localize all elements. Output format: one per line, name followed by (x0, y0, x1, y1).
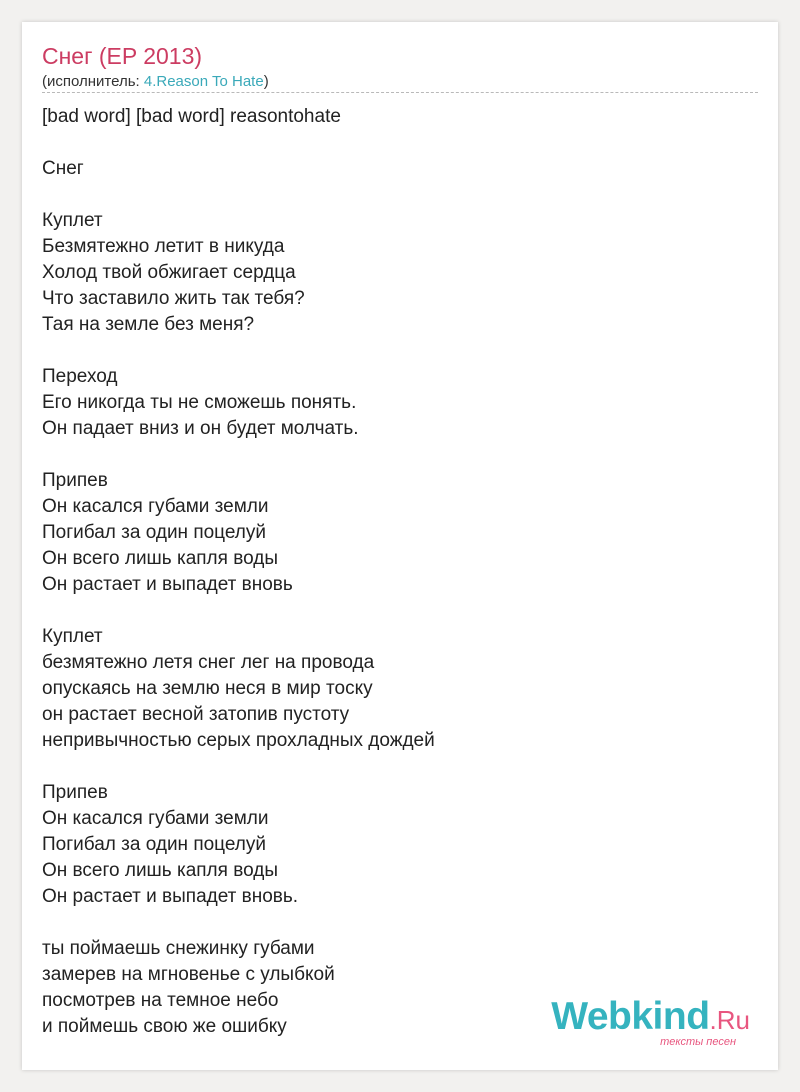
lyric-line: Припев (42, 470, 108, 491)
lyric-line: Куплет (42, 210, 103, 231)
lyric-line: Погибал за один поцелуй (42, 522, 266, 543)
lyric-line: Безмятежно летит в никуда (42, 236, 285, 257)
lyric-line: безмятежно летя снег лег на провода (42, 652, 375, 673)
logo-main-text: Webkind (551, 995, 710, 1038)
blank-line (42, 754, 742, 780)
lyric-line: Что заставило жить так тебя? (42, 288, 305, 309)
logo-suffix-text: .Ru (709, 1005, 750, 1035)
lyric-line: ты поймаешь снежинку губами (42, 938, 315, 959)
logo-tagline: тексты песен (660, 1036, 736, 1048)
lyric-line: и поймешь свою же ошибку (42, 1016, 287, 1037)
blank-line (42, 598, 742, 624)
lyric-line: Куплет (42, 626, 103, 647)
lyric-line: Он всего лишь капля воды (42, 860, 278, 881)
lyric-line: Его никогда ты не сможешь понять. (42, 392, 357, 413)
lyric-line: Он падает вниз и он будет молчать. (42, 418, 359, 439)
lyric-line: посмотрев на темное небо (42, 990, 279, 1011)
header-divider (42, 92, 758, 93)
lyric-line: Он растает и выпадет вновь (42, 574, 293, 595)
lyrics-body (42, 104, 742, 1040)
lyric-line: замерев на мгновенье с улыбкой (42, 964, 335, 985)
lyric-line: Он касался губами земли (42, 496, 269, 517)
page-title: Снег (EP 2013) (42, 43, 203, 69)
blank-line (42, 442, 742, 468)
lyric-line: Он всего лишь капля воды (42, 548, 278, 569)
logo-wordmark (551, 997, 750, 1040)
artist-line (42, 73, 269, 91)
lyric-line: Припев (42, 782, 108, 803)
lyric-line: Холод твой обжигает сердца (42, 262, 296, 283)
blank-line (42, 338, 742, 364)
site-logo[interactable] (551, 997, 750, 1048)
lyrics-sheet (22, 22, 778, 1070)
blank-line (42, 130, 742, 156)
lyric-line: [bad word] [bad word] reasontohate (42, 106, 341, 127)
blank-line (42, 182, 742, 208)
lyric-line: непривычностью серых прохладных дождей (42, 730, 435, 751)
lyric-line: опускаясь на землю неся в мир тоску (42, 678, 373, 699)
lyric-line: Он растает и выпадет вновь. (42, 886, 299, 907)
lyric-line: Переход (42, 366, 118, 387)
lyric-line: Погибал за один поцелуй (42, 834, 266, 855)
artist-link[interactable]: 4.Reason To Hate (143, 73, 264, 90)
lyric-line: Снег (42, 158, 84, 179)
lyric-line: Тая на земле без меня? (42, 314, 255, 335)
artist-suffix: ) (263, 73, 269, 90)
lyric-line: он растает весной затопив пустоту (42, 704, 350, 725)
lyric-line: Он касался губами земли (42, 808, 269, 829)
artist-prefix: (исполнитель: (42, 73, 144, 90)
blank-line (42, 910, 742, 936)
